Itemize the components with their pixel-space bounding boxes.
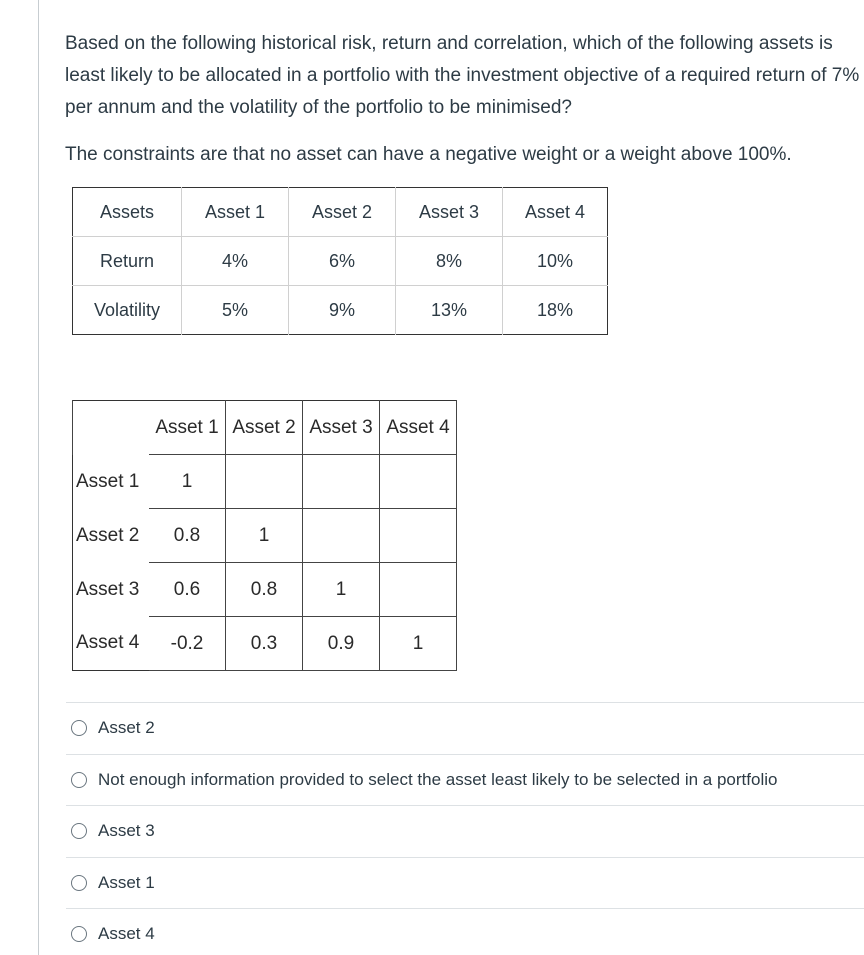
row-label: Asset 4: [76, 632, 140, 654]
table-header-cell: Assets: [73, 188, 182, 237]
radio-button-icon[interactable]: [71, 772, 87, 788]
table-row: [73, 617, 457, 671]
table-cell: 0.8: [149, 509, 226, 563]
row-label: Asset 3: [76, 578, 140, 600]
answer-label: Asset 2: [98, 718, 155, 738]
answer-option-asset-1[interactable]: [66, 857, 864, 909]
table-cell: 1: [303, 563, 380, 617]
table-cell: 0.9: [303, 617, 380, 671]
table-row: [73, 455, 457, 509]
answer-label: Not enough information provided to select the asset least likely to be selected in a portfolio: [98, 769, 778, 789]
risk-return-table: [72, 187, 608, 335]
row-label: Asset 1: [76, 470, 140, 492]
table-row: [73, 563, 457, 617]
answer-options-list: [66, 702, 864, 955]
table-cell: 18%: [536, 299, 574, 320]
table-cell: 0.3: [226, 617, 303, 671]
correlation-matrix-table: [72, 400, 457, 671]
row-label: Return: [73, 237, 182, 286]
table-header-cell: Asset 3: [396, 188, 503, 237]
table-header-cell: Asset 4: [503, 188, 608, 237]
table-cell: -0.2: [149, 617, 226, 671]
table-cell: 1: [149, 455, 226, 509]
table-header-cell: Asset 4: [380, 401, 457, 455]
radio-button-icon[interactable]: [71, 720, 87, 736]
answer-option-not-enough-information[interactable]: [66, 754, 864, 806]
radio-button-icon[interactable]: [71, 875, 87, 891]
table-row: [73, 509, 457, 563]
row-label: Asset 2: [76, 524, 140, 546]
table-cell: 10%: [503, 237, 608, 286]
table-header-cell: Asset 2: [289, 188, 396, 237]
table-header-cell: Asset 3: [303, 401, 380, 455]
answer-option-asset-3[interactable]: [66, 805, 864, 857]
table-cell: 5%: [182, 286, 289, 335]
table-cell: [380, 563, 457, 617]
answer-option-asset-4[interactable]: [66, 908, 864, 955]
table-cell: 1: [380, 617, 457, 671]
table-row: [73, 286, 608, 335]
table-cell: [380, 509, 457, 563]
answer-label: Asset 4: [98, 924, 155, 944]
table-header-row: [73, 188, 608, 237]
empty-corner-cell: [73, 401, 150, 455]
table-cell: 13%: [396, 286, 503, 335]
table-header-row: [73, 401, 457, 455]
table-cell: 0.8: [226, 563, 303, 617]
table-header-cell: Asset 1: [149, 401, 226, 455]
table-cell: 4%: [182, 237, 289, 286]
row-label: Volatility: [73, 286, 182, 335]
table-header-cell: Asset 2: [226, 401, 303, 455]
table-cell: [226, 455, 303, 509]
table-cell: [303, 455, 380, 509]
table-cell: 6%: [289, 237, 396, 286]
answer-option-asset-2[interactable]: [66, 702, 864, 754]
table-cell: 0.6: [149, 563, 226, 617]
answer-label: Asset 3: [98, 821, 155, 841]
answer-label: Asset 1: [98, 872, 155, 892]
table-cell: [303, 509, 380, 563]
table-cell: 8%: [396, 237, 503, 286]
table-header-cell: Asset 1: [182, 188, 289, 237]
question-text: Based on the following historical risk, return and correlation, which of the following assets is least likely to be allocated in a portfolio with the investment objective of a required return of 7% per annum and the volatility of the portfolio to be minimised?: [65, 33, 860, 118]
table-cell: 9%: [289, 286, 396, 335]
radio-button-icon[interactable]: [71, 823, 87, 839]
constraints-text: The constraints are that no asset can have a negative weight or a weight above 100%.: [65, 144, 792, 165]
table-cell: 1: [226, 509, 303, 563]
left-border-rule: [38, 0, 39, 955]
table-row: [73, 237, 608, 286]
radio-button-icon[interactable]: [71, 926, 87, 942]
table-cell: [380, 455, 457, 509]
